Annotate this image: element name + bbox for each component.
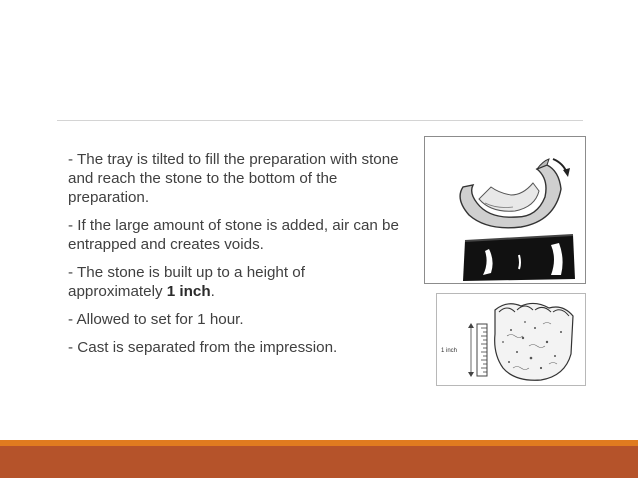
bullet-list <box>68 150 403 366</box>
bullet-item-air-voids: - If the large amount of stone is added, air can be entrapped and creates voids. <box>68 217 399 253</box>
bullet-item-separated: - Cast is separated from the impression. <box>68 339 338 356</box>
tray-tilt-drawing <box>425 137 585 283</box>
cast-height-illustration <box>436 293 586 386</box>
tray-tilt-illustration <box>424 136 586 284</box>
ruler-label: 1 inch <box>441 348 458 354</box>
bullet-height-end: . <box>210 283 215 300</box>
footer-bar <box>0 446 638 478</box>
cast-height-drawing <box>437 294 585 385</box>
bullet-height-text: - The stone is built up to a height of approximately <box>68 264 305 300</box>
bullet-item-height <box>68 263 403 301</box>
bullet-item-set-time: - Allowed to set for 1 hour. <box>68 311 244 328</box>
bullet-height-bold: 1 inch <box>166 283 211 300</box>
title-divider-line <box>57 120 583 121</box>
bullet-item-tray-tilted: - The tray is tilted to fill the preparation with stone and reach the stone to the bottom of the preparation. <box>68 151 399 206</box>
